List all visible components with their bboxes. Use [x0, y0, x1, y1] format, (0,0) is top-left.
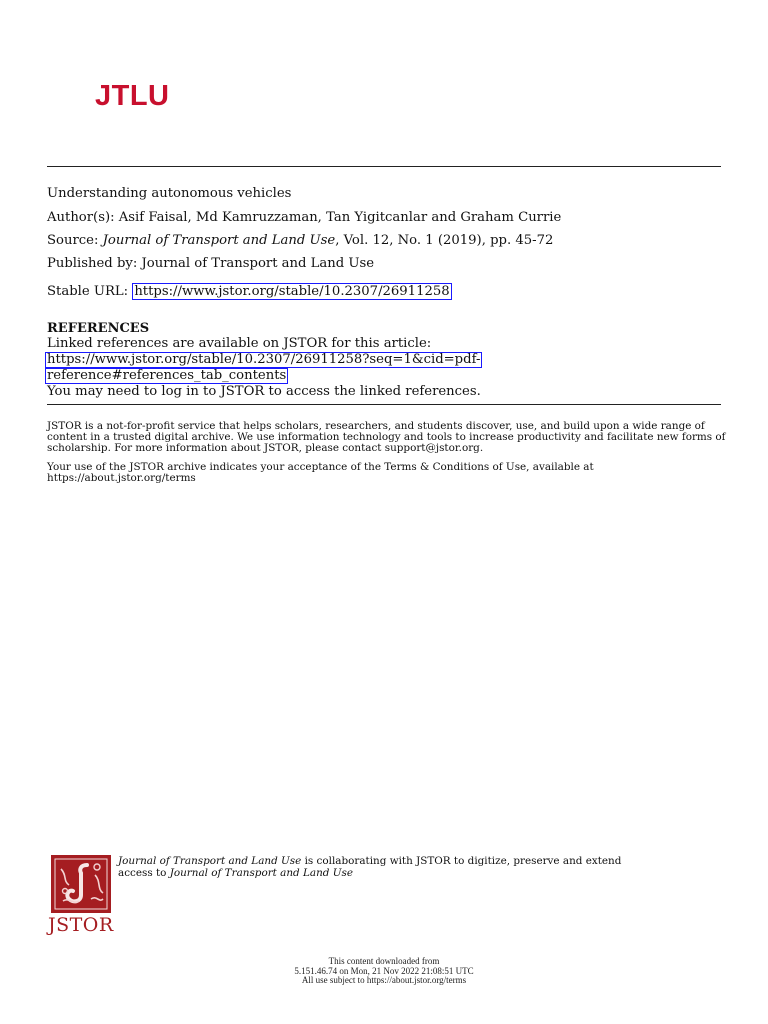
stable-url-link[interactable]: https://www.jstor.org/stable/10.2307/26911258 — [134, 284, 450, 299]
jstor-wordmark: JSTOR — [48, 914, 114, 936]
footer-line-1: This content downloaded from — [328, 956, 440, 966]
terms-notice-text: Your use of the JSTOR archive indicates your acceptance of the Terms & Conditions of Use, available at — [47, 461, 594, 473]
jstor-seal-icon — [51, 855, 111, 913]
authors-label: Author(s): — [47, 210, 115, 225]
stable-url-label: Stable URL: — [47, 284, 129, 299]
publisher-label: Published by: — [47, 256, 138, 271]
download-footer — [0, 957, 768, 986]
authors-line — [47, 210, 561, 226]
collab-journal-1: Journal of Transport and Land Use — [118, 855, 302, 867]
terms-notice — [47, 462, 727, 484]
footer-line-2: 5.151.46.74 on Mon, 21 Nov 2022 21:08:51 UTC — [294, 965, 474, 976]
references-block — [47, 336, 607, 399]
collaboration-note — [118, 856, 708, 879]
source-journal: Journal of Transport and Land Use — [102, 233, 336, 248]
source-label: Source: — [47, 233, 99, 248]
source-line — [47, 233, 553, 249]
jstor-notice: JSTOR is a not-for-profit service that helps scholars, researchers, and students discover, use, and build upon a wide range of content in a trusted digital archive. We use information technology and tools to increase productivity and facilitate new forms of scholarship. For more information about JSTOR, please contact support@jstor.org. — [47, 420, 726, 454]
references-note: You may need to log in to JSTOR to access the linked references. — [47, 383, 481, 399]
article-title: Understanding autonomous vehicles — [47, 186, 292, 201]
collab-text-2: access to — [118, 866, 170, 879]
references-intro: Linked references are available on JSTOR for this article: — [47, 336, 432, 351]
authors-value: Asif Faisal, Md Kamruzzaman, Tan Yigitcanlar and Graham Currie — [118, 210, 562, 225]
jtlu-logo: JTLU — [95, 80, 170, 112]
references-link-line1[interactable]: https://www.jstor.org/stable/10.2307/26911258?seq=1&cid=pdf- — [47, 351, 481, 367]
stable-url-line — [47, 284, 452, 300]
references-link-line2[interactable]: reference#references_tab_contents — [47, 367, 287, 383]
publisher-value: Journal of Transport and Land Use — [141, 256, 375, 271]
middle-divider — [47, 404, 721, 405]
publisher-line — [47, 256, 374, 272]
top-divider — [47, 166, 721, 167]
collab-text-1: is collaborating with JSTOR to digitize, preserve and extend — [301, 855, 622, 867]
footer-line-3: All use subject to https://about.jstor.org/terms — [301, 975, 467, 985]
references-heading: REFERENCES — [47, 321, 150, 336]
terms-link[interactable]: https://about.jstor.org/terms — [47, 472, 196, 484]
collab-journal-2: Journal of Transport and Land Use — [169, 866, 353, 879]
source-details: , Vol. 12, No. 1 (2019), pp. 45-72 — [335, 233, 554, 248]
references-link[interactable] — [47, 352, 607, 384]
